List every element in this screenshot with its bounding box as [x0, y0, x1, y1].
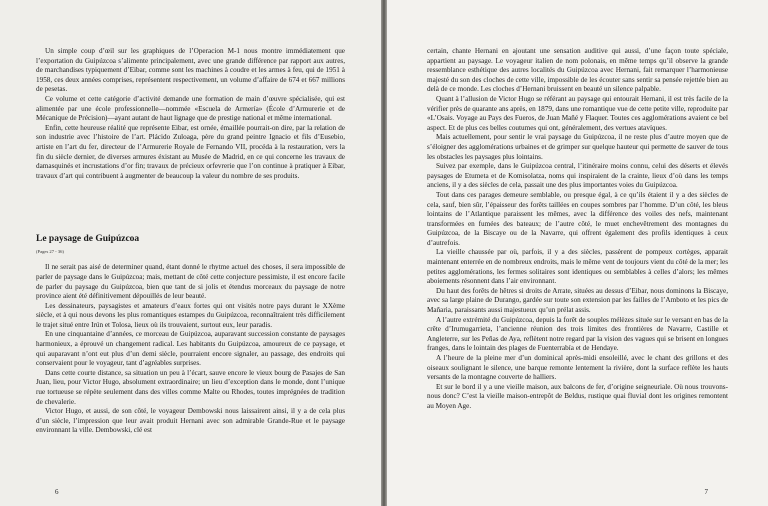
- right-text: [427, 47, 728, 412]
- paragraph: Mais actuellement, pour sentir le vrai paysage du Guipúzcoa, il ne reste plus d’autre moyen que de s’éloigner des agglomérations urbaines et de grimper sur quelque hauteur qui permette de sauver de tous les obstacles les paysages plus lointains.: [427, 133, 728, 161]
- section-title: Le paysage de Guipúzcoa: [36, 234, 140, 245]
- paragraph: A l’autre extrémité du Guipúzcoa, depuis la forêt de souples mélèzes située sur le versant en bas de la crête d’Irumugarrieta, l’ancienne réunion des trois limites des frontières de Navarre, Castille et Angleterre, sur les Peñas de Aya, reflètent notre regard par la vision des vagues qui se brisent en longues franges, dans le lointain des plages de Fuenterrabía et de Hendaye.: [427, 315, 728, 353]
- paragraph: Dans cette courte distance, sa situation un peu à l’écart, sauve encore le vieux bourg de Pasajes de San Juan, lieu, pour Victor Hugo, absolument extraordinaire; un lieu d’exception dans le monde, dont l’unique rue tortueuse se répète seulement dans des villes comme Malte ou Rhodes, toutes imprégnées de tradition de chevalerie.: [36, 368, 345, 406]
- paragraph: A l’heure de la pleine mer d’un dominical après-midi ensoleillé, avec le chant des grillons et des oiseaux soulignant le silence, une barque remonte lentement la rivière, dont la surface reflète les hauts versants de la montagne couverte de halliers.: [427, 354, 728, 382]
- paragraph: En une cinquantaine d’années, ce morceau de Guipúzcoa, auparavant succession constante de paysages harmonieux, a éprouvé un changement radical. Les habitants du Guipúzcoa, amoureux de ce paysage, et qui auparavant n’ont eut plus d’un demi siècle, pourraient encore signaler, au passage, des endroits qui conservaient pour le voyageur, tant d’agréables surprises.: [36, 330, 345, 368]
- page-number-left: 6: [55, 488, 59, 496]
- page-number-right: 7: [704, 488, 708, 496]
- paragraph: Quant à l’allusion de Victor Hugo se référant au paysage qui entourait Hernani, il est très facile de la vérifier près de quarante ans après, en 1879, dans une romantique vue de cette petite ville, reproduite par «L’Osais. Voyage au Pays des Fueros, de Juan Mañé y Flaquer. Toutes ces agglomérations avaient ce bel aspect. Et de plus ces belles coutumes qui ont, généralement, des vertues atavíques.: [427, 94, 728, 132]
- paragraph: Suivez par exemple, dans le Guipúzcoa central, l’itinéraire moins connu, celui des déserts et élevés paysages de Etumeta et de Komisolatza, noms qui inspiraient de la crainte, lieux d’où dans les temps anciens, il y a des siècles de cela, passait une des plus importantes voies du Guipúzcoa.: [427, 162, 728, 190]
- paragraph: Et sur le bord il y a une vieille maison, aux balcons de fer, d’origine seigneuriale. Où nous trouvons-nous donc? C’est la vieille maison-entrepôt de Beldus, rustique quai fluvial dont les origines remontent au Moyen Age.: [427, 382, 728, 410]
- paragraph: Enfin, cette heureuse réalité que représente Eibar, est ornée, émaillée pourrait-on dire, par la relation de son industrie avec l’histoire de l’art. Plácido Zuloaga, père du grand peintre Ignacio et fils d’Eusebio, artiste en l’art du fer, directeur de l’Armurerie Royale de Fernando VII, procéda à la restauration, vers la fin du siècle dernier, de diverses armures éxistant au Musée de Madrid, en ce qui concerne les travaux de damasquinés et incrustations d’or fin; travaux de précieux orfevrerie que l’on continue à pratiquer à Eibar, travaux d’art qui contribuent à augmenter de beaucoup la valeur du nombre de ses produits.: [36, 123, 345, 180]
- paragraph: Du haut des forêts de hêtres si droits de Arrate, situées au dessus d’Eibar, nous dominons la Biscaye, avec sa large plaine de Durango, gardée sur toute son extension par les failles de l’Amboto et les pics de Mañaria, paraissants aussi majestueux qu’un prélat assis.: [427, 286, 728, 315]
- section-text: [36, 263, 345, 436]
- paragraph: Les dessinateurs, paysagistes et amateurs d’eaux fortes qui ont visités notre pays durant le XXème siècle, et à qui nous devons les plus romantiques estampes du Guipúzcoa, reconnaîtraient très difficilement le trajet situé entre Irún et Tolosa, lieux où ils trouvaient, surtout eux, leur paradis.: [36, 301, 345, 329]
- section-caption: (Pages 27 - 36): [36, 249, 64, 255]
- left-page: [0, 0, 381, 506]
- right-page: [387, 0, 768, 506]
- paragraph: Tout dans ces parages demeure semblable, ou presque égal, à ce qu’ils étaient il y a des siècles de cela, sauf, bien sûr, l’épaisseur des forêts taillées en coupes sombres par l’homme. D’un côté, les bleus lointains de l’Atlantique paraissent les mêmes, avec la différence des voiles des nefs, maintenant transformées en fumées des bateaux; de l’autre côté, le muet enchevêtrement des montagnes du Guipúzcoa, de la Biscaye ou de la Navarre, qui offrent également des profils identiques à ceux d’autrefois.: [427, 190, 728, 247]
- paragraph: La vieille chaussée par où, parfois, il y a des siècles, passèrent de pompeux cortèges, apparait maintenant enterrée en de nombreux endroits, mais le même vent de toujours vient du côté de la mer; les petites agglomérations, les fermes solitaires sont identiques ou semblables à celles d’alors; les mêmes aboiements résonnent dans l’air environnant.: [427, 248, 728, 286]
- paragraph: certain, chante Hernani en ajoutant une sensation auditive qui aussi, d’une façon toute spéciale, appartient au paysage. Le voyageur italien de nom polonais, en même temps qu’il observe la grande ressemblance esthétique des autres localités du Guipúzcoa avec Hernani, fait remarquer l’harmonieuse majesté du son des cloches de cette ville, impossible de les écouter sans sentir sa pensée rejettée bien au delà de ce monde. Les cloches d’Hernani bruissent en beauté un silence palpable.: [427, 47, 728, 94]
- paragraph: Ce volume et cette catégorie d’activité demande une formation de main d’œuvre spécialisée, qui est alimentée par une école professionnelle—nommée «Escuela de Armería» (École d’Armurerie et de Mécanique de Précision)—ayant autant de haut lignage que de prestige national et même international.: [36, 94, 345, 123]
- intro-text: [36, 47, 345, 181]
- section-spacer: [36, 181, 345, 234]
- paragraph: Victor Hugo, et aussi, de son côté, le voyageur Dembowski nous laissairent ainsi, il y a de cela plus d’un siècle, l’impression que leur avait produit Hernani avec son admirable Grande-Rue et le paysage environnant la ville. Dembowski, clé est: [36, 407, 345, 435]
- paragraph: Un simple coup d’œil sur les graphiques de l’Operacion M-1 nous montre immédiatement que l’exportation du Guipúzcoa s’alimente principalement, avec une grande différence par rapport aux autres, de marchandises typiquement d’Eibar, comme sont les machines à coudre et les armes à feu, qui de 1951 à 1958, ces deux années comprises, représentent respectivement, un volume d’affaire de 674 et 667 millions de pesetas.: [36, 47, 345, 94]
- paragraph: Il ne serait pas aisé de determiner quand, étant donné le rhytme actuel des choses, il sera impossible de parler de paysage dans le Guipúzcoa; mais, mettant de côté cette conjecture pessimiste, il est encore facile de parler du paysage du Guipúzcoa, bien que tant de si jolis et étendus morceaux du paysage de notre province aient été définitivement dépouillés de leur beauté.: [36, 263, 345, 301]
